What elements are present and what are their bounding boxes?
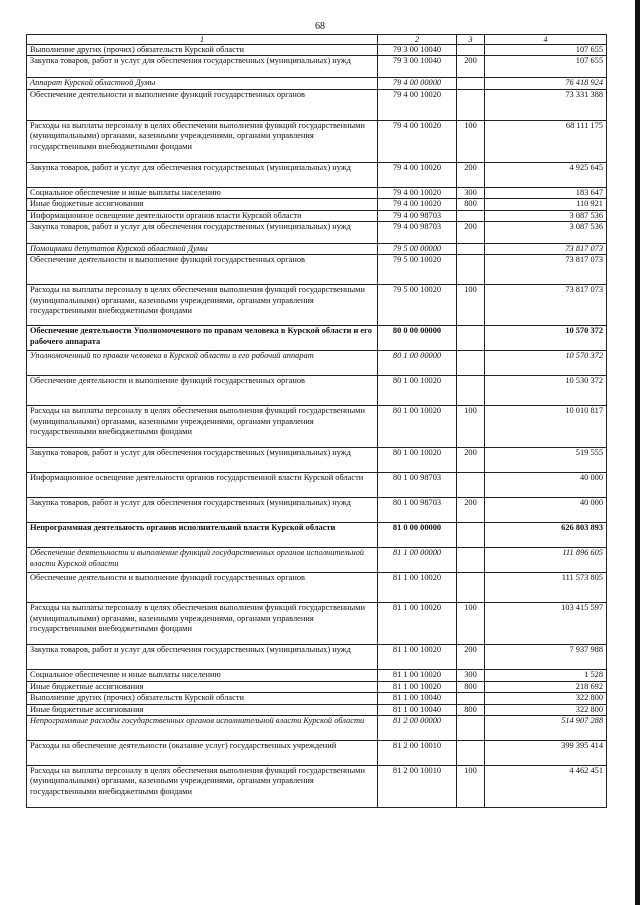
row-type: 800 (457, 704, 485, 715)
row-name: Закупка товаров, работ и услуг для обеспечения государственных (муниципальных) нужд (27, 645, 378, 670)
table-row (27, 285, 607, 326)
row-code: 79 4 00 98703 (378, 210, 457, 221)
row-name: Расходы на выплаты персоналу в целях обеспечения выполнения функций государственными (муниципальными) органами, казенными учреждениями, органами управления государственными внебюджетными фондами (27, 766, 378, 808)
table-header-row (27, 35, 607, 45)
budget-table (26, 34, 607, 808)
row-name: Уполномоченный по правам человека в Курской области и его рабочий аппарат (27, 351, 378, 376)
row-type: 100 (457, 406, 485, 448)
row-sum: 111 573 805 (485, 573, 607, 603)
row-name: Закупка товаров, работ и услуг для обеспечения государственных (муниципальных) нужд (27, 56, 378, 78)
row-sum: 73 817 073 (485, 285, 607, 326)
row-type: 800 (457, 681, 485, 692)
table-row (27, 78, 607, 89)
row-code: 79 4 00 10020 (378, 187, 457, 198)
row-name: Непрограммные расходы государственных органов исполнительной власти Курской области (27, 716, 378, 741)
row-sum: 3 087 536 (485, 222, 607, 244)
row-type (457, 548, 485, 573)
row-sum: 40 000 (485, 498, 607, 523)
row-type: 200 (457, 162, 485, 187)
row-type: 800 (457, 199, 485, 210)
row-code: 81 1 00 10020 (378, 645, 457, 670)
row-code: 81 1 00 10020 (378, 603, 457, 645)
table-row (27, 244, 607, 255)
row-code: 79 5 00 10020 (378, 255, 457, 285)
row-code: 81 2 00 10010 (378, 766, 457, 808)
row-code: 80 1 00 98703 (378, 473, 457, 498)
table-row (27, 645, 607, 670)
row-sum: 322 800 (485, 704, 607, 715)
row-sum: 4 462 451 (485, 766, 607, 808)
row-code: 80 0 00 00000 (378, 326, 457, 351)
header-col-4: 4 (485, 35, 607, 45)
table-row (27, 222, 607, 244)
row-sum: 3 087 536 (485, 210, 607, 221)
row-name: Обеспечение деятельности и выполнение функций государственных органов (27, 376, 378, 406)
table-row (27, 162, 607, 187)
row-sum: 10 570 372 (485, 326, 607, 351)
row-code: 81 1 00 00000 (378, 548, 457, 573)
row-sum: 111 896 605 (485, 548, 607, 573)
row-code: 79 4 00 10020 (378, 89, 457, 120)
row-sum: 514 907 288 (485, 716, 607, 741)
row-code: 79 5 00 00000 (378, 244, 457, 255)
row-code: 80 1 00 98703 (378, 498, 457, 523)
row-type: 100 (457, 766, 485, 808)
row-code: 79 3 00 10040 (378, 45, 457, 56)
row-type (457, 376, 485, 406)
row-type: 100 (457, 120, 485, 162)
row-sum: 4 925 645 (485, 162, 607, 187)
table-row (27, 693, 607, 704)
table-row (27, 376, 607, 406)
table-row (27, 766, 607, 808)
row-code: 81 1 00 10040 (378, 704, 457, 715)
header-col-3: 3 (457, 35, 485, 45)
row-type (457, 210, 485, 221)
row-code: 80 1 00 10020 (378, 448, 457, 473)
row-type (457, 244, 485, 255)
row-name: Информационное освещение деятельности органов государственной власти Курской области (27, 473, 378, 498)
row-code: 79 4 00 10020 (378, 199, 457, 210)
row-sum: 10 530 372 (485, 376, 607, 406)
row-type (457, 523, 485, 548)
row-name: Обеспечение деятельности и выполнение функций государственных органов (27, 573, 378, 603)
row-type: 200 (457, 448, 485, 473)
table-row (27, 210, 607, 221)
row-code: 79 4 00 10020 (378, 162, 457, 187)
row-type (457, 473, 485, 498)
row-sum: 218 692 (485, 681, 607, 692)
row-name: Выполнение других (прочих) обязательств Курской области (27, 693, 378, 704)
table-row (27, 741, 607, 766)
table-row (27, 326, 607, 351)
row-type (457, 573, 485, 603)
row-code: 81 1 00 10020 (378, 573, 457, 603)
row-sum: 10 010 817 (485, 406, 607, 448)
table-row (27, 45, 607, 56)
row-type: 200 (457, 498, 485, 523)
row-sum: 68 111 175 (485, 120, 607, 162)
row-name: Обеспечение деятельности Уполномоченного по правам человека в Курской области и его рабочего аппарата (27, 326, 378, 351)
row-code: 81 1 00 10040 (378, 693, 457, 704)
header-col-2: 2 (378, 35, 457, 45)
row-type (457, 45, 485, 56)
row-code: 80 1 00 10020 (378, 406, 457, 448)
row-type (457, 716, 485, 741)
row-sum: 10 570 372 (485, 351, 607, 376)
row-type: 100 (457, 285, 485, 326)
scan-edge-bar (635, 0, 640, 905)
row-code: 80 1 00 00000 (378, 351, 457, 376)
row-sum: 73 817 073 (485, 255, 607, 285)
row-name: Расходы на выплаты персоналу в целях обеспечения выполнения функций государственными (муниципальными) органами, казенными учреждениями, органами управления государственными внебюджетными фондами (27, 603, 378, 645)
table-row (27, 704, 607, 715)
table-row (27, 603, 607, 645)
row-sum: 519 555 (485, 448, 607, 473)
row-type: 300 (457, 670, 485, 681)
row-name: Иные бюджетные ассигнования (27, 704, 378, 715)
table-row (27, 716, 607, 741)
table-row (27, 199, 607, 210)
row-code: 79 5 00 10020 (378, 285, 457, 326)
row-code: 81 1 00 10020 (378, 681, 457, 692)
row-code: 80 1 00 10020 (378, 376, 457, 406)
row-type: 200 (457, 56, 485, 78)
table-row (27, 255, 607, 285)
row-name: Обеспечение деятельности и выполнение функций государственных органов (27, 89, 378, 120)
row-code: 81 1 00 10020 (378, 670, 457, 681)
row-sum: 183 647 (485, 187, 607, 198)
table-row (27, 473, 607, 498)
row-code: 81 2 00 10010 (378, 741, 457, 766)
row-sum: 103 415 597 (485, 603, 607, 645)
row-name: Закупка товаров, работ и услуг для обеспечения государственных (муниципальных) нужд (27, 162, 378, 187)
row-sum: 110 921 (485, 199, 607, 210)
row-code: 79 3 00 10040 (378, 56, 457, 78)
row-sum: 626 803 893 (485, 523, 607, 548)
row-name: Закупка товаров, работ и услуг для обеспечения государственных (муниципальных) нужд (27, 222, 378, 244)
row-type (457, 78, 485, 89)
row-code: 79 4 00 10020 (378, 120, 457, 162)
row-sum: 322 800 (485, 693, 607, 704)
row-type (457, 351, 485, 376)
row-type (457, 741, 485, 766)
row-name: Помощники депутатов Курской областной Думы (27, 244, 378, 255)
row-code: 81 0 00 00000 (378, 523, 457, 548)
row-name: Обеспечение деятельности и выполнение функций государственных органов исполнительной власти Курской области (27, 548, 378, 573)
header-col-1: 1 (27, 35, 378, 45)
row-type (457, 693, 485, 704)
row-type: 300 (457, 187, 485, 198)
row-sum: 73 331 388 (485, 89, 607, 120)
table-row (27, 681, 607, 692)
table-row (27, 498, 607, 523)
row-name: Информационное освещение деятельности органов власти Курской области (27, 210, 378, 221)
row-sum: 76 418 924 (485, 78, 607, 89)
row-code: 79 4 00 98703 (378, 222, 457, 244)
row-name: Расходы на выплаты персоналу в целях обеспечения выполнения функций государственными (муниципальными) органами, казенными учреждениями, органами управления государственными внебюджетными фондами (27, 406, 378, 448)
row-sum: 40 000 (485, 473, 607, 498)
table-row (27, 670, 607, 681)
row-name: Расходы на обеспечение деятельности (оказание услуг) государственных учреждений (27, 741, 378, 766)
row-sum: 7 937 988 (485, 645, 607, 670)
row-name: Иные бюджетные ассигнования (27, 199, 378, 210)
row-name: Обеспечение деятельности и выполнение функций государственных органов (27, 255, 378, 285)
row-sum: 399 395 414 (485, 741, 607, 766)
row-code: 81 2 00 00000 (378, 716, 457, 741)
row-sum: 1 528 (485, 670, 607, 681)
table-row (27, 187, 607, 198)
row-type: 200 (457, 222, 485, 244)
table-row (27, 89, 607, 120)
table-row (27, 351, 607, 376)
row-type: 200 (457, 645, 485, 670)
page-number: 68 (315, 21, 325, 32)
row-name: Закупка товаров, работ и услуг для обеспечения государственных (муниципальных) нужд (27, 498, 378, 523)
row-name: Иные бюджетные ассигнования (27, 681, 378, 692)
row-type (457, 89, 485, 120)
row-name: Социальное обеспечение и иные выплаты населению (27, 187, 378, 198)
row-type (457, 326, 485, 351)
row-sum: 107 655 (485, 45, 607, 56)
row-name: Непрограммная деятельность органов исполнительной власти Курской области (27, 523, 378, 548)
table-row (27, 548, 607, 573)
row-sum: 73 817 073 (485, 244, 607, 255)
row-code: 79 4 00 00000 (378, 78, 457, 89)
table-row (27, 573, 607, 603)
row-name: Расходы на выплаты персоналу в целях обеспечения выполнения функций государственными (муниципальными) органами, казенными учреждениями, органами управления государственными внебюджетными фондами (27, 120, 378, 162)
table-row (27, 448, 607, 473)
row-name: Расходы на выплаты персоналу в целях обеспечения выполнения функций государственными (муниципальными) органами, казенными учреждениями, органами управления государственными внебюджетными фондами (27, 285, 378, 326)
row-name: Социальное обеспечение и иные выплаты населению (27, 670, 378, 681)
row-name: Закупка товаров, работ и услуг для обеспечения государственных (муниципальных) нужд (27, 448, 378, 473)
row-type (457, 255, 485, 285)
table-row (27, 523, 607, 548)
table-row (27, 120, 607, 162)
row-name: Аппарат Курской областной Думы (27, 78, 378, 89)
row-name: Выполнение других (прочих) обязательств Курской области (27, 45, 378, 56)
table-row (27, 406, 607, 448)
row-type: 100 (457, 603, 485, 645)
table-row (27, 56, 607, 78)
row-sum: 107 655 (485, 56, 607, 78)
